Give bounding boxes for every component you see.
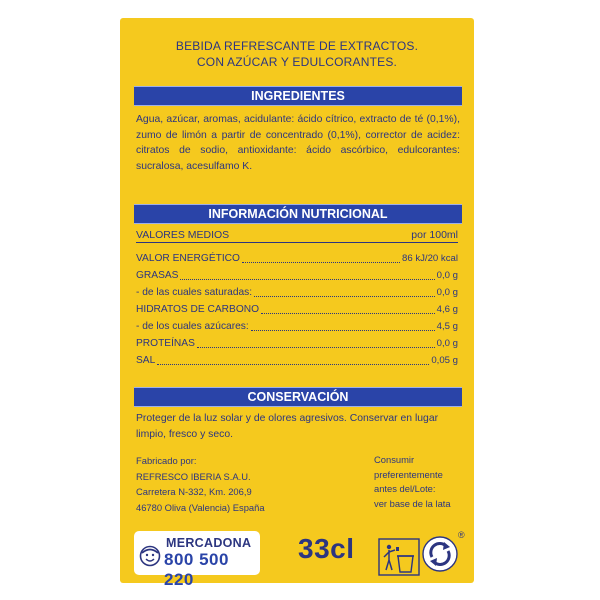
nutrient-value: 0,0 g: [436, 287, 458, 298]
product-label: [120, 18, 474, 589]
nutrient-name: GRASAS: [136, 270, 179, 281]
manufacturer-line-1: Fabricado por:: [136, 455, 197, 466]
nutrient-value: 0,05 g: [431, 355, 458, 366]
dotted-leader: [254, 295, 435, 297]
nutrient-value: 86 kJ/20 kcal: [402, 253, 458, 264]
best-before-info: [374, 453, 470, 511]
nutrition-table: [136, 249, 458, 368]
nutrient-value: 0,0 g: [436, 270, 458, 281]
customer-service-phone: 800 500 220: [164, 550, 229, 589]
nutrient-value: 4,5 g: [436, 321, 458, 332]
tidyman-bin-icon: [378, 538, 420, 576]
nutrition-row: [136, 266, 458, 283]
customer-service-badge: [134, 531, 260, 589]
nutrient-value: 0,0 g: [436, 338, 458, 349]
nutrition-row: [136, 317, 458, 334]
best-before-line-1: Consumir: [374, 454, 415, 465]
nutrition-table-header: [136, 228, 458, 243]
dotted-leader: [242, 261, 400, 263]
dotted-leader: [261, 312, 435, 314]
nutrient-name: - de los cuales azúcares:: [136, 321, 249, 332]
description-line-2: CON AZÚCAR Y EDULCORANTES.: [196, 55, 398, 69]
nutrient-name: - de las cuales saturadas:: [136, 287, 253, 298]
smiling-face-icon: [139, 545, 161, 567]
nutrition-row: [136, 249, 458, 266]
nutrition-row: [136, 300, 458, 317]
product-description: [120, 38, 474, 70]
nutrition-heading: INFORMACIÓN NUTRICIONAL: [134, 204, 462, 224]
ingredients-text: Agua, azúcar, aromas, acidulante: ácido cítrico, extracto de té (0,1%), zumo de limón a partir de concentrado (0,1%), corrector de acidez: citratos de sodio, antioxidante: ácido ascórbico, edulcorantes: sucralosa, acesulfamo K.: [136, 114, 460, 172]
nutrition-row: [136, 283, 458, 300]
nutrition-per-unit: por 100ml: [411, 229, 458, 241]
recycle-arrows-icon: [422, 536, 458, 572]
nutrition-row: [136, 351, 458, 368]
nutrient-name: PROTEÍNAS: [136, 338, 195, 349]
nutrient-value: 4,6 g: [436, 304, 458, 315]
dotted-leader: [251, 329, 435, 331]
nutrition-row: [136, 334, 458, 351]
manufacturer-line-3: Carretera N-332, Km. 206,9: [136, 486, 252, 497]
best-before-line-3: antes del/Lote:: [374, 483, 436, 494]
nutrient-name: VALOR ENERGÉTICO: [136, 253, 240, 264]
dotted-leader: [180, 278, 434, 280]
nutrition-subheading: VALORES MEDIOS: [136, 229, 230, 241]
dotted-leader: [197, 346, 435, 348]
dotted-leader: [157, 363, 429, 365]
brand-name: MERCADONA: [166, 536, 252, 550]
best-before-line-2: preferentemente: [374, 468, 443, 480]
description-line-1: BEBIDA REFRESCANTE DE EXTRACTOS.: [175, 39, 419, 53]
best-before-line-4: ver base de la lata: [374, 497, 451, 509]
conservation-heading: CONSERVACIÓN: [134, 387, 462, 407]
conservation-text: Proteger de la luz solar y de olores agresivos. Conservar en lugar limpio, fresco y seco.: [136, 413, 439, 440]
registered-trademark-mark: ®: [458, 530, 465, 540]
manufacturer-info: [136, 453, 265, 515]
volume-mark: 33cl: [298, 533, 355, 564]
nutrient-name: SAL: [136, 355, 156, 366]
manufacturer-line-4: 46780 Oliva (Valencia) España: [136, 501, 265, 513]
ingredients-heading: INGREDIENTES: [134, 86, 462, 106]
nutrient-name: HIDRATOS DE CARBONO: [136, 304, 260, 315]
manufacturer-line-2: REFRESCO IBERIA S.A.U.: [136, 470, 251, 482]
